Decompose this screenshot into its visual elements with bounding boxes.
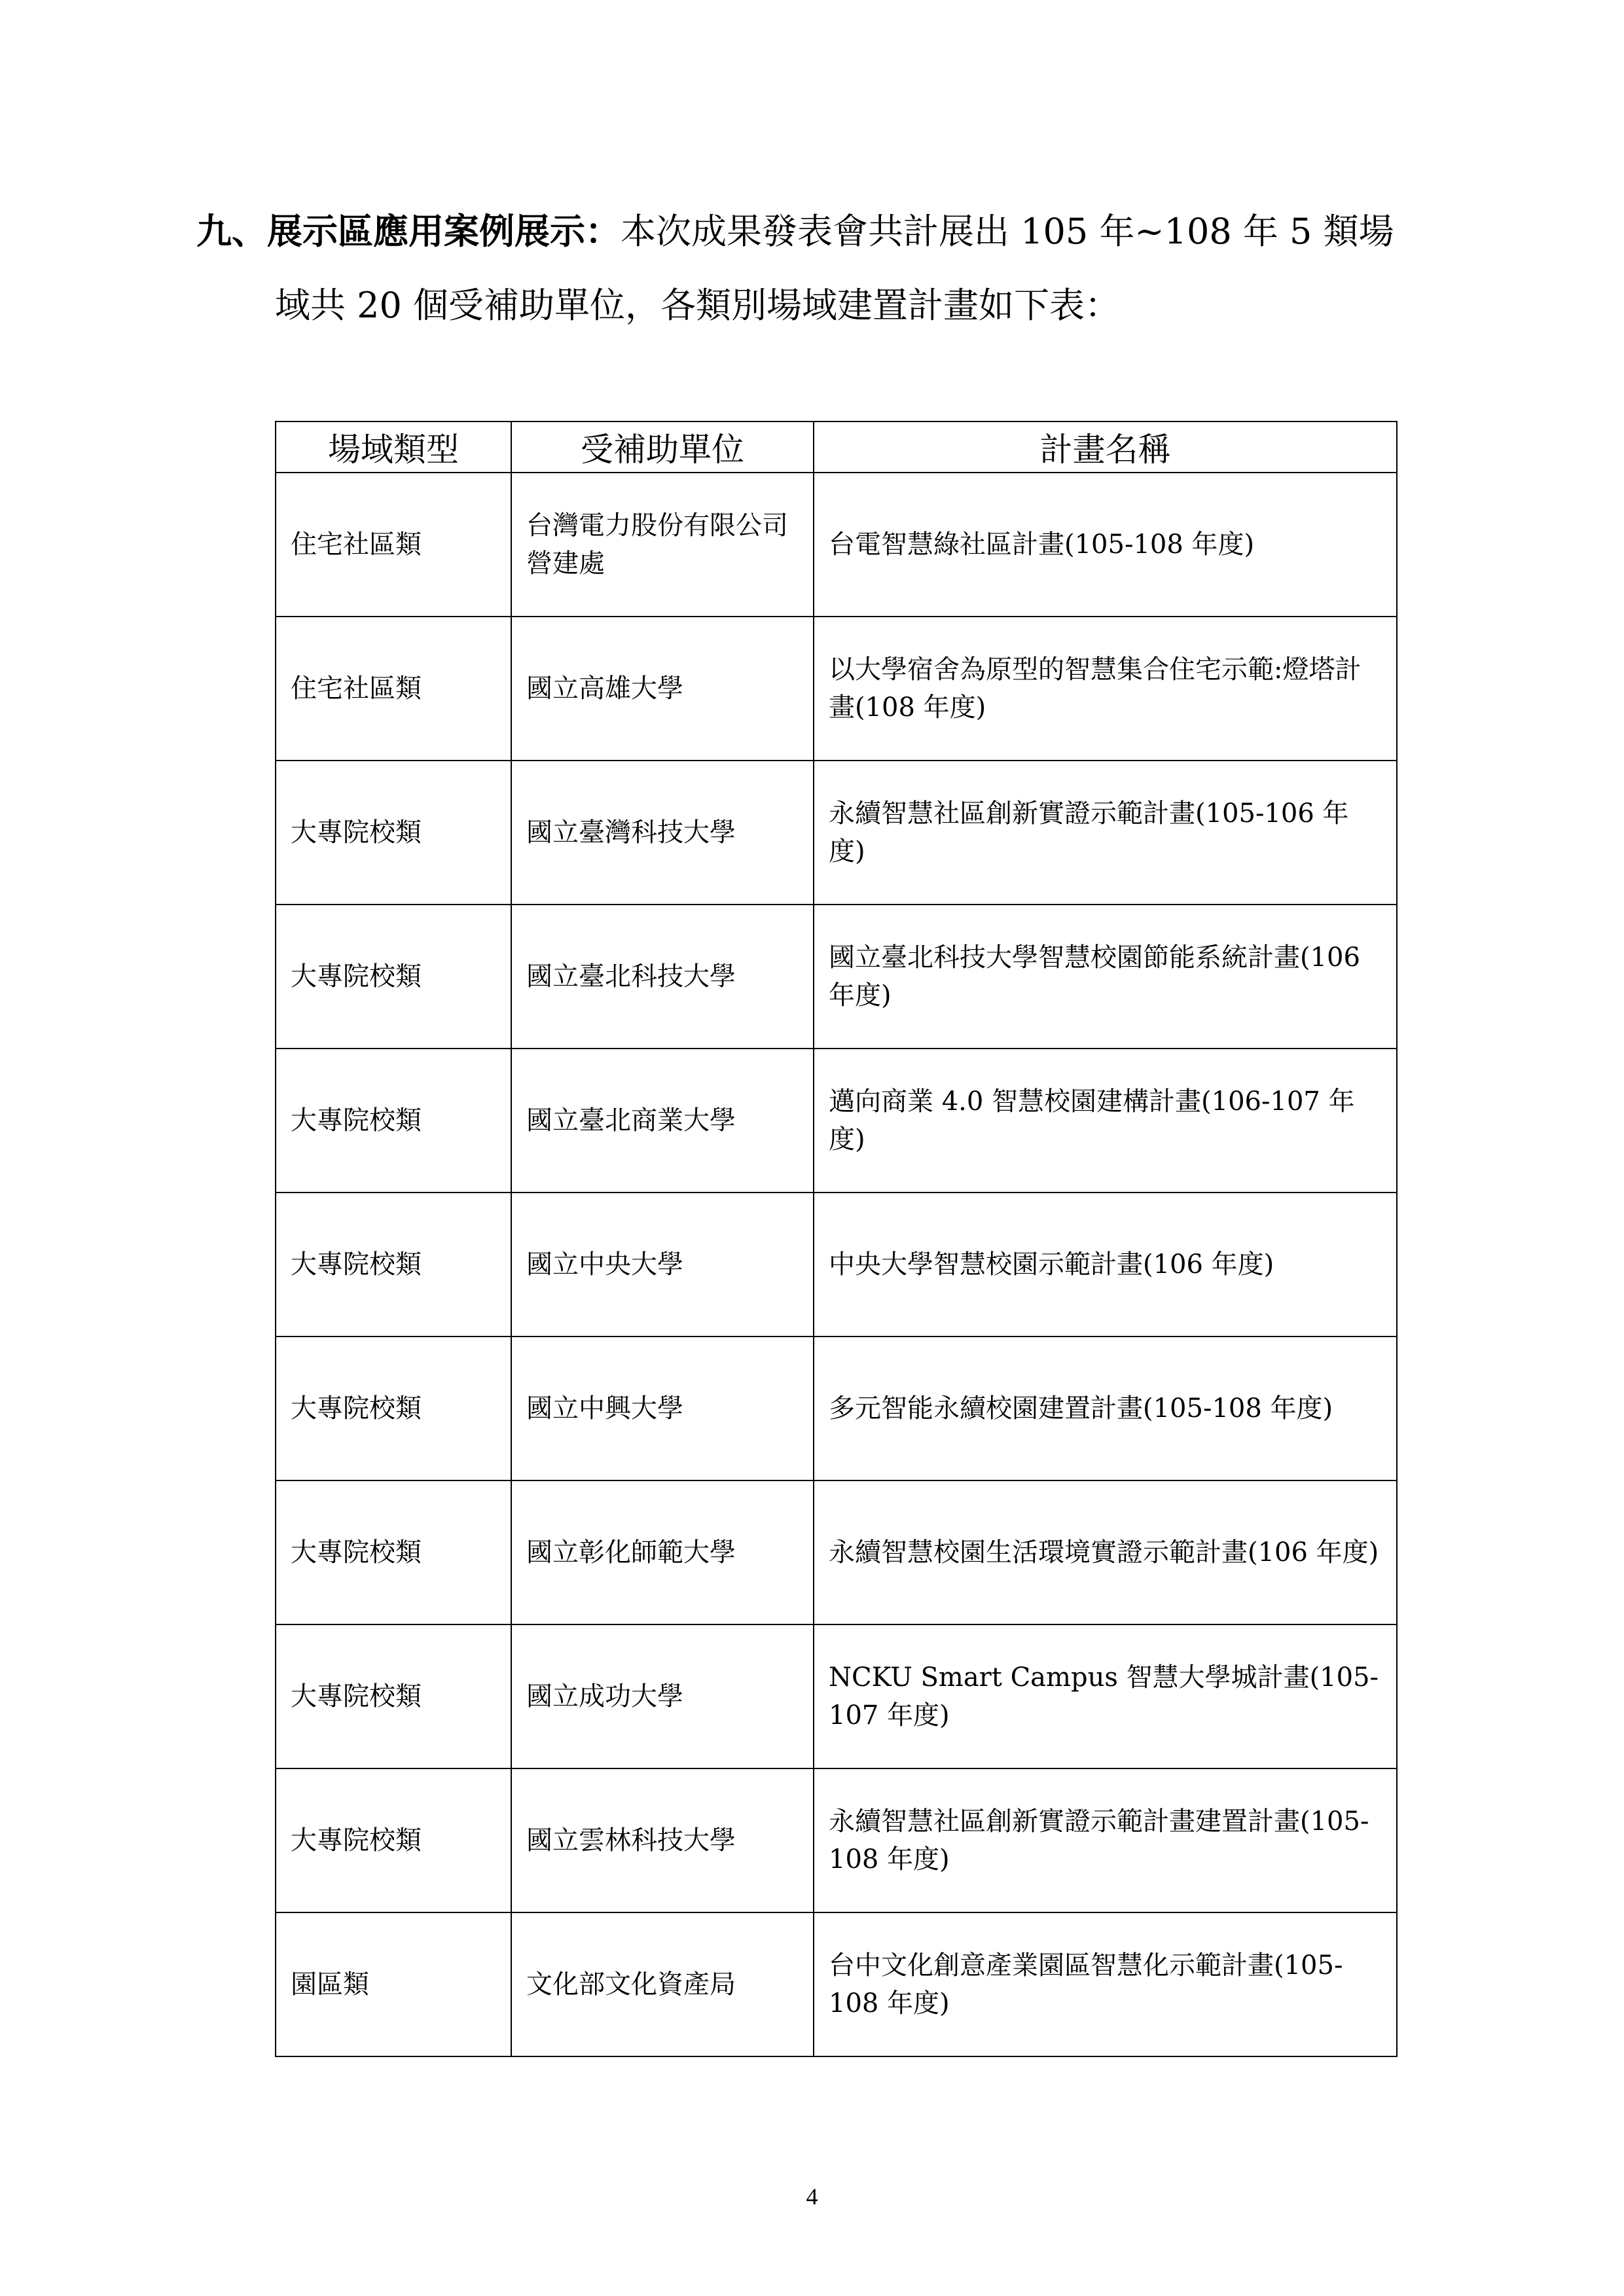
cell-site-type: 大專院校類 [276,905,511,1049]
cell-plan-name: 國立臺北科技大學智慧校園節能系統計畫(106 年度) [814,905,1397,1049]
section-intro-part-2: 域共 20 個受補助單位，各類別場域建置計畫如下表： [275,285,1121,326]
table-row [276,1768,1397,1912]
cell-plan-name: 以大學宿舍為原型的智慧集合住宅示範:燈塔計畫(108 年度) [814,617,1397,761]
table-row [276,617,1397,761]
project-table [275,421,1398,2057]
cell-plan-name: 永續智慧社區創新實證示範計畫建置計畫(105-108 年度) [814,1768,1397,1912]
cell-site-type: 大專院校類 [276,1768,511,1912]
cell-site-type: 大專院校類 [276,1336,511,1480]
table-row [276,473,1397,617]
cell-funded-unit: 國立中興大學 [511,1336,814,1480]
cell-funded-unit: 國立中央大學 [511,1193,814,1336]
page-number: 4 [806,2183,818,2210]
cell-plan-name: 永續智慧社區創新實證示範計畫(105-106 年度) [814,761,1397,905]
column-header-plan: 計畫名稱 [814,422,1397,473]
cell-plan-name: 邁向商業 4.0 智慧校園建構計畫(106-107 年度) [814,1049,1397,1193]
cell-plan-name: 中央大學智慧校園示範計畫(106 年度) [814,1193,1397,1336]
cell-funded-unit: 台灣電力股份有限公司營建處 [511,473,814,617]
section-title: 九、展示區應用案例展示： [196,210,621,252]
table-row [276,1624,1397,1768]
cell-funded-unit: 國立臺北科技大學 [511,905,814,1049]
section-intro-part-1: 本次成果發表會共計展出 105 年~108 年 5 類場 [621,211,1394,252]
cell-funded-unit: 國立成功大學 [511,1624,814,1768]
cell-funded-unit: 國立彰化師範大學 [511,1480,814,1624]
table-row [276,1912,1397,2056]
cell-site-type: 園區類 [276,1912,511,2056]
cell-site-type: 大專院校類 [276,761,511,905]
table-header-row [276,422,1397,473]
column-header-type: 場域類型 [276,422,511,473]
cell-site-type: 住宅社區類 [276,473,511,617]
cell-site-type: 住宅社區類 [276,617,511,761]
cell-site-type: 大專院校類 [276,1049,511,1193]
column-header-unit: 受補助單位 [511,422,814,473]
table-row [276,1336,1397,1480]
table-row [276,1480,1397,1624]
cell-funded-unit: 國立雲林科技大學 [511,1768,814,1912]
cell-site-type: 大專院校類 [276,1480,511,1624]
table-row [276,1049,1397,1193]
cell-plan-name: NCKU Smart Campus 智慧大學城計畫(105-107 年度) [814,1624,1397,1768]
cell-plan-name: 台中文化創意產業園區智慧化示範計畫(105-108 年度) [814,1912,1397,2056]
cell-plan-name: 永續智慧校園生活環境實證示範計畫(106 年度) [814,1480,1397,1624]
cell-funded-unit: 國立臺北商業大學 [511,1049,814,1193]
section-heading [196,208,1473,326]
table-row [276,905,1397,1049]
table-row [276,761,1397,905]
cell-funded-unit: 文化部文化資產局 [511,1912,814,2056]
table-row [276,1193,1397,1336]
cell-plan-name: 多元智能永續校園建置計畫(105-108 年度) [814,1336,1397,1480]
cell-site-type: 大專院校類 [276,1193,511,1336]
heading-line-1 [196,208,1473,255]
cell-funded-unit: 國立臺灣科技大學 [511,761,814,905]
cell-funded-unit: 國立高雄大學 [511,617,814,761]
cell-plan-name: 台電智慧綠社區計畫(105-108 年度) [814,473,1397,617]
cell-site-type: 大專院校類 [276,1624,511,1768]
